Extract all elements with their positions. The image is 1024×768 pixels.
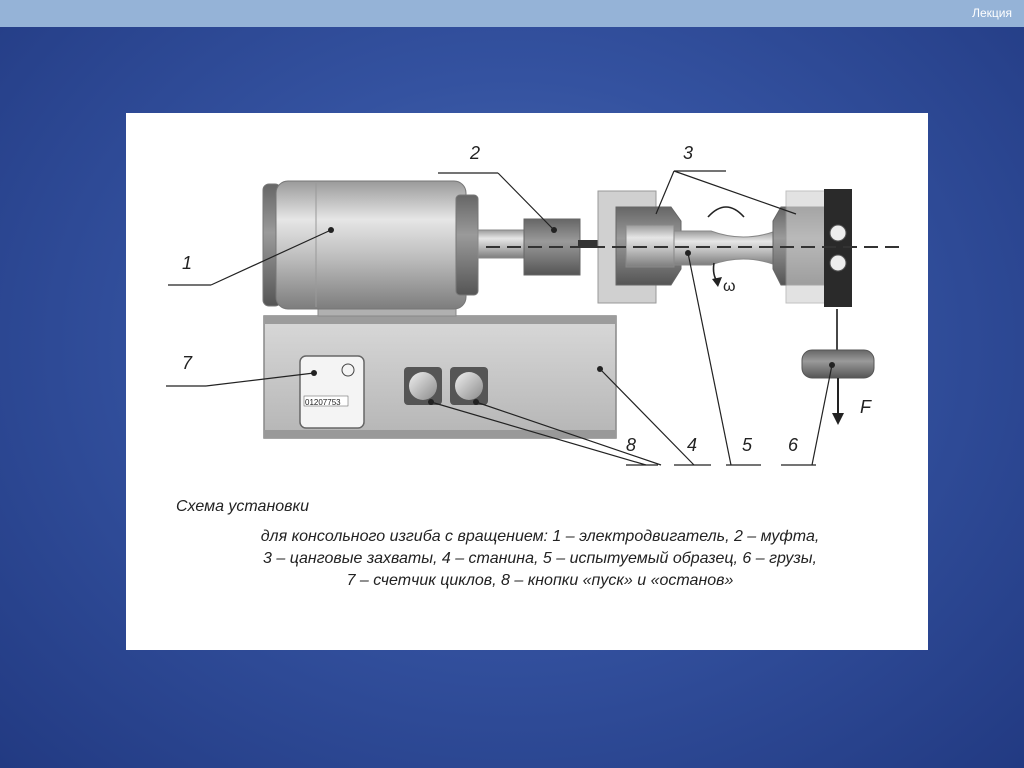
stop-button[interactable] (450, 367, 488, 405)
caption-line: 3 – цанговые захваты, 4 – станина, 5 – испытуемый образец, 6 – грузы, (263, 550, 817, 567)
force-label: F (860, 397, 871, 417)
figure-panel (126, 113, 928, 650)
counter-digits: 01207753 (305, 398, 341, 407)
top-bar (0, 0, 1024, 27)
section-label: Лекция (972, 6, 1012, 20)
label-4: 4 (687, 435, 698, 455)
label-7: 7 (182, 353, 193, 373)
electric-motor (263, 181, 478, 316)
caption-line: 7 – счетчик циклов, 8 – кнопки «пуск» и «останов» (346, 572, 734, 589)
omega-label: ω (723, 278, 736, 295)
label-2: 2 (470, 143, 481, 163)
label-6: 6 (788, 435, 799, 455)
label-8: 8 (626, 435, 637, 455)
label-5: 5 (742, 435, 753, 455)
label-3: 3 (683, 143, 694, 163)
start-button[interactable] (404, 367, 442, 405)
caption-body (170, 526, 910, 592)
cycle-counter (300, 356, 364, 428)
rotation-arrow-top (708, 207, 744, 217)
caption-title: Схема установки (176, 498, 309, 515)
label-1: 1 (182, 253, 193, 273)
caption-line: для консольного изгиба с вращением: 1 – электродвигатель, 2 – муфта, (260, 528, 820, 545)
